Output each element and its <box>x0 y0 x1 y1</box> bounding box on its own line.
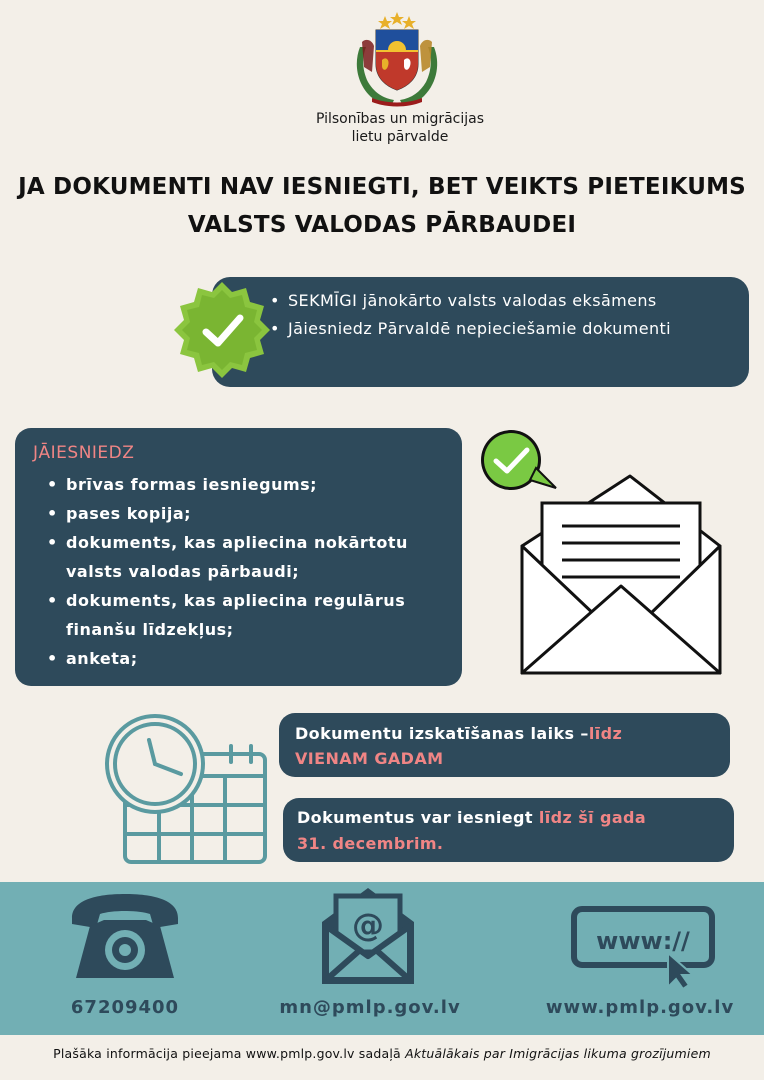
footer-note <box>0 1046 764 1061</box>
requirements-list <box>270 287 733 343</box>
footer-italic: Aktuālākais par Imigrācijas likuma grozījumiem <box>405 1046 711 1061</box>
deadline-highlight-1: līdz šī gada <box>538 808 647 827</box>
submit-item: • pases kopija; <box>33 499 446 528</box>
processing-time-pill <box>279 713 730 777</box>
phone-number[interactable]: 67209400 <box>70 997 180 1018</box>
submit-item: • dokuments, kas apliecina regulārus finanšu līdzekļus; <box>33 586 413 644</box>
processing-highlight-1: līdz <box>588 724 623 743</box>
title-line-1: JA DOKUMENTI NAV IESNIEGTI, BET VEIKTS PIETEIKUMS <box>18 174 746 200</box>
requirements-item-documents: • Jāiesniedz Pārvaldē nepieciešamie dokumenti <box>270 315 733 343</box>
submit-item: • anketa; <box>33 644 446 673</box>
org-line-2: lietu pārvalde <box>351 129 449 145</box>
chat-check-icon <box>481 430 556 490</box>
organization-name <box>300 110 500 146</box>
processing-highlight-2: VIENAM GADAM <box>295 749 444 768</box>
title-line-2: VALSTS VALODAS PĀRBAUDEI <box>187 212 577 238</box>
requirements-item-exam: • SEKMĪGI jānokārto valsts valodas eksāmens <box>270 287 733 315</box>
envelope-document-icon <box>478 428 728 683</box>
requirements-card <box>212 277 749 387</box>
org-line-1: Pilsonības un migrācijas <box>315 111 485 127</box>
website-link[interactable]: www.pmlp.gov.lv <box>545 997 735 1018</box>
cursor-icon <box>668 953 693 989</box>
processing-text: Dokumentu izskatīšanas laiks – <box>295 724 589 743</box>
phone-icon[interactable] <box>66 890 184 985</box>
submit-documents-card <box>15 428 462 686</box>
clock-calendar-icon <box>105 712 270 867</box>
web-icon-text: www:// <box>596 927 690 955</box>
deadline-pill <box>283 798 734 862</box>
submit-item: • brīvas formas iesniegums; <box>33 470 446 499</box>
check-badge-icon <box>170 280 275 380</box>
deadline-highlight-2: 31. decembrim. <box>297 834 444 853</box>
clock-icon <box>107 716 203 812</box>
coat-of-arms-logo <box>352 12 442 107</box>
page-title <box>0 168 764 244</box>
email-icon[interactable] <box>318 886 418 988</box>
submit-item: • dokuments, kas apliecina nokārtotu valsts valodas pārbaudi; <box>33 528 413 586</box>
email-address[interactable]: mn@pmlp.gov.lv <box>279 997 461 1018</box>
footer-text: Plašāka informācija pieejama www.pmlp.gov.lv sadaļā <box>53 1046 406 1061</box>
email-at-symbol: @ <box>352 906 384 944</box>
submit-title: JĀIESNIEDZ <box>33 443 135 463</box>
website-icon[interactable] <box>570 905 718 990</box>
deadline-text: Dokumentus var iesniegt <box>297 808 539 827</box>
submit-list <box>33 470 446 673</box>
